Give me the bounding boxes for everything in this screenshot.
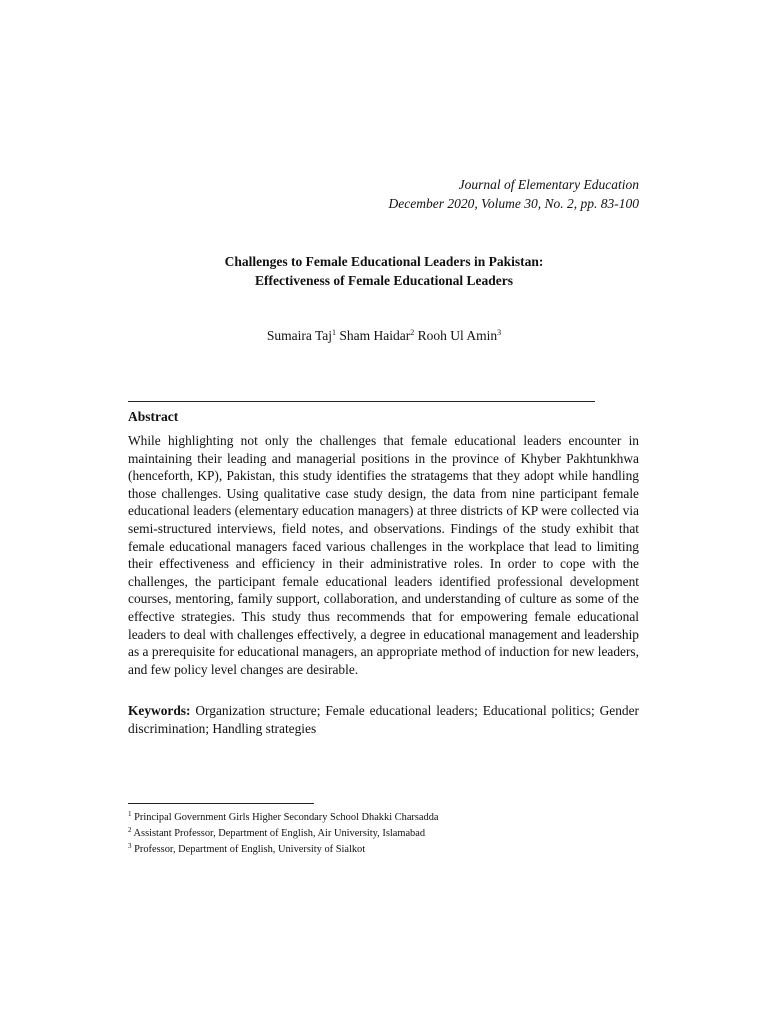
footnote-mark: 3 [128, 842, 132, 850]
author-list [128, 326, 640, 345]
author-affiliation-mark: 1 [332, 328, 337, 337]
footnote-mark: 2 [128, 826, 132, 834]
footnote-divider [128, 803, 314, 804]
journal-header [389, 175, 639, 213]
journal-name: Journal of Elementary Education [458, 177, 639, 192]
author-name: Sham Haidar [339, 328, 411, 343]
abstract-heading: Abstract [128, 409, 179, 424]
keywords-label: Keywords: [128, 703, 191, 718]
footnote-text: Professor, Department of English, University of Sialkot [134, 844, 366, 855]
author-name: Rooh Ul Amin [417, 328, 498, 343]
footnote-text: Principal Government Girls Higher Secondary School Dhakki Charsadda [134, 812, 439, 823]
author-name: Sumaira Taj [266, 328, 333, 343]
footnote [128, 826, 439, 842]
author-affiliation-mark: 2 [410, 328, 415, 337]
footnote [128, 810, 439, 826]
keywords [128, 702, 639, 738]
paper-title [128, 252, 640, 290]
paper-title-line-2: Effectiveness of Female Educational Leaders [255, 273, 513, 288]
footnote-mark: 1 [128, 810, 132, 818]
journal-issue: December 2020, Volume 30, No. 2, pp. 83-100 [388, 196, 639, 211]
footnotes [128, 810, 439, 858]
keywords-text: Organization structure; Female educational leaders; Educational politics; Gender discrimination; Handling strategies [128, 703, 639, 736]
paper-title-line-1: Challenges to Female Educational Leaders in Pakistan: [224, 254, 544, 269]
footnote-text: Assistant Professor, Department of English, Air University, Islamabad [133, 828, 426, 839]
abstract-text: While highlighting not only the challenges that female educational leaders encounter in maintaining their leading and managerial positions in the province of Khyber Pakhtunkhwa (henceforth, KP), Pakistan, this study identifies the stratagems that they adopt while handling those challenges. Using qualitative case study design, the data from nine participant female educational leaders (elementary education managers) at three districts of KP were collected via semi-structured interviews, field notes, and observations. Findings of the study exhibit that female educational managers faced various challenges in the workplace that lead to limiting their effectiveness and efficiency in their administrative roles. In order to cope with the challenges, the participant female educational leaders identified professional development courses, mentoring, family support, collaboration, and understanding of culture as some of the effective strategies. This study thus recommends that for empowering female educational leaders to deal with challenges effectively, a degree in educational management and leadership as a prerequisite for educational managers, an appropriate method of induction for new leaders, and few policy level changes are desirable. [128, 433, 639, 677]
footnote [128, 842, 439, 858]
abstract-divider [128, 401, 595, 402]
author-affiliation-mark: 3 [497, 328, 502, 337]
